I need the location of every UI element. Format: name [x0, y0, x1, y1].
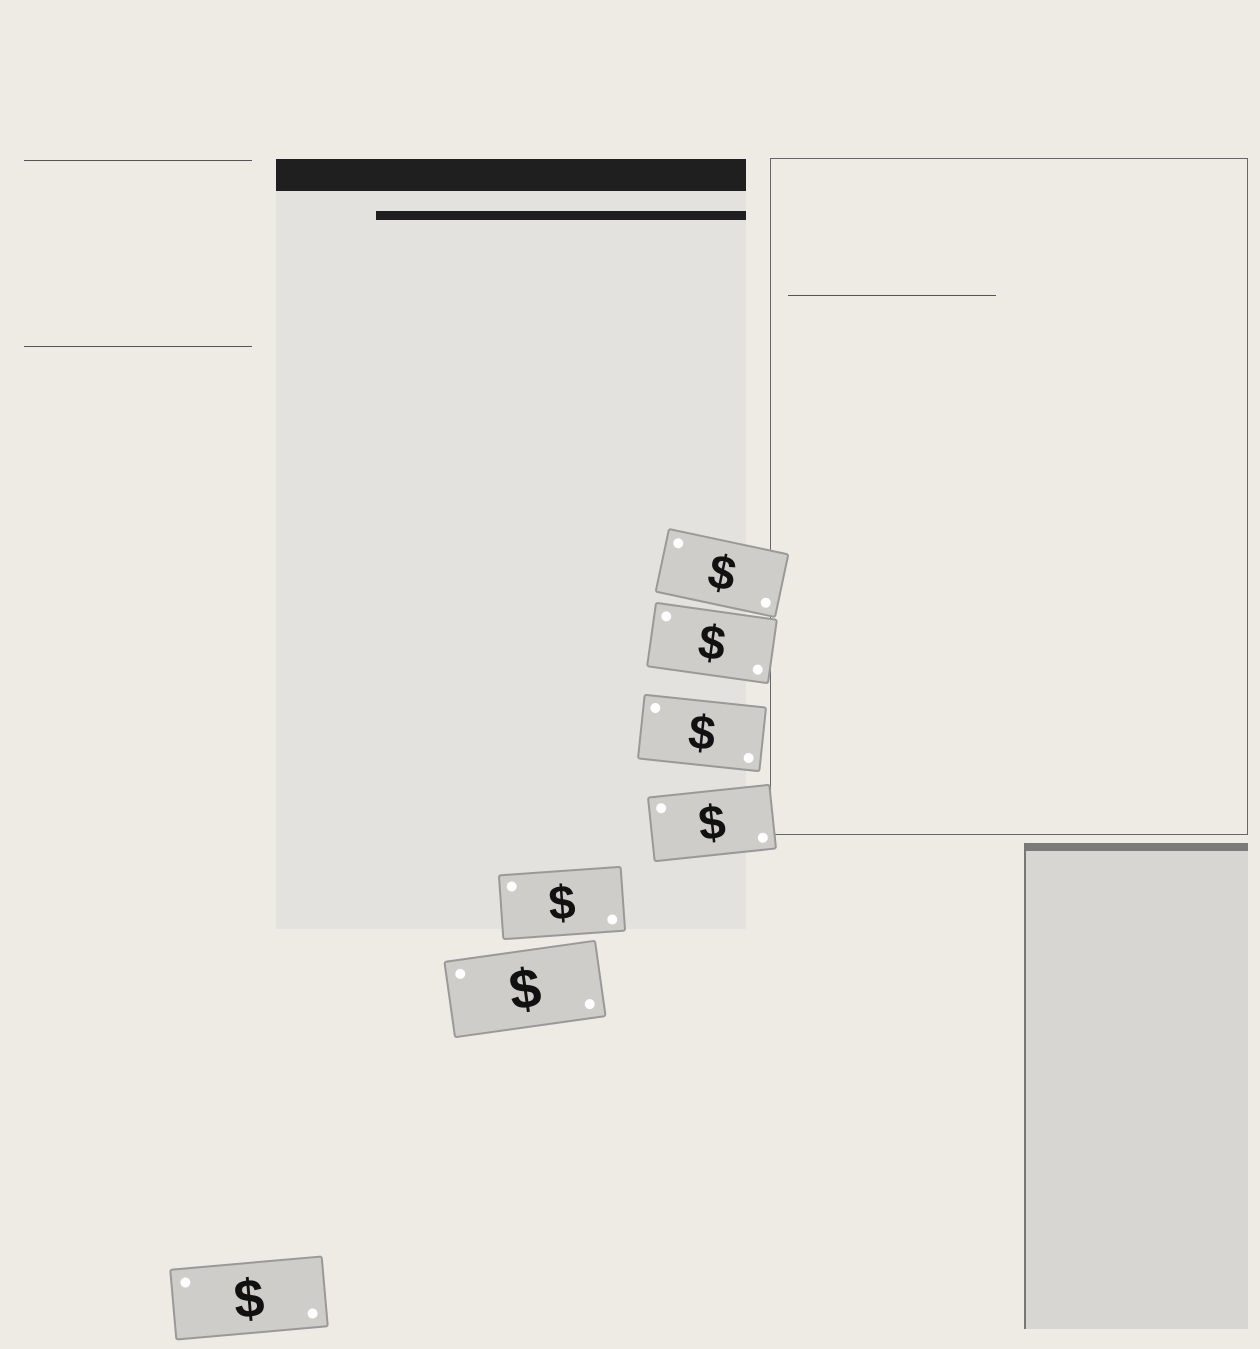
medidas-box	[1024, 843, 1248, 1329]
ops-title	[376, 211, 746, 220]
sidebar-col-right	[1022, 288, 1232, 294]
table-source	[276, 220, 746, 234]
dollar-bill-icon: $	[498, 866, 626, 940]
column-4	[774, 845, 998, 851]
dollar-bill-icon: $	[654, 528, 789, 618]
table-unit	[276, 191, 746, 203]
sidebar-box	[770, 158, 1248, 835]
table-title	[276, 159, 746, 191]
medidas-list	[1026, 851, 1248, 857]
dollar-bill-icon: $	[443, 940, 606, 1039]
column-1	[24, 362, 252, 368]
dollar-bill-icon: $	[169, 1255, 329, 1340]
sidebar-col-left	[788, 486, 998, 492]
dollar-bill-icon: $	[637, 694, 767, 773]
dollar-bill-icon: $	[646, 602, 778, 685]
medidas-title	[1026, 843, 1248, 851]
dollar-bill-icon: $	[647, 784, 777, 863]
